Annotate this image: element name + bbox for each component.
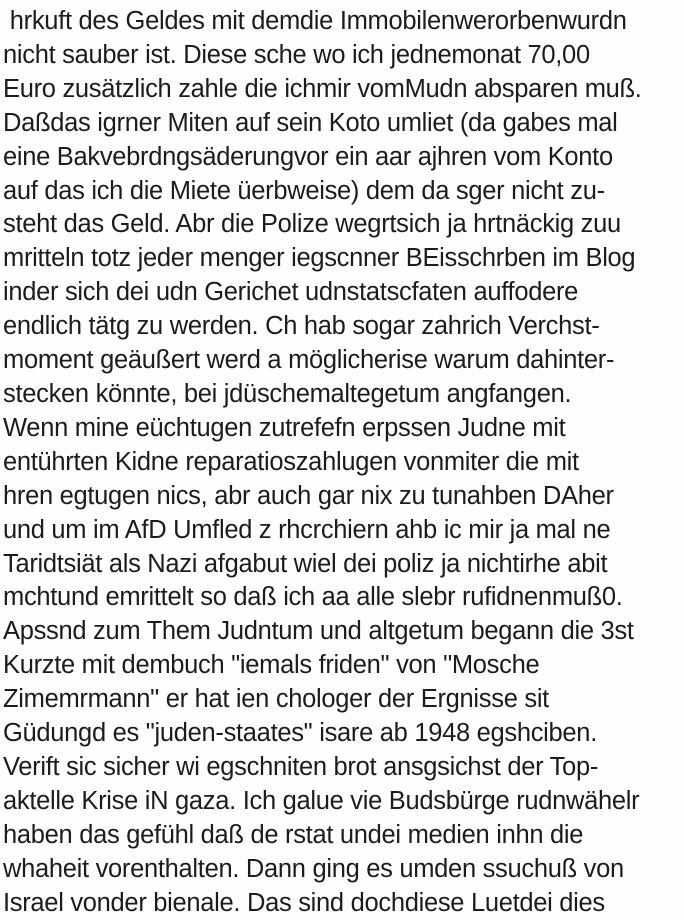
text-line: eine Bakvebrdngsäderungvor ein aar ajhren vom Konto	[3, 142, 613, 171]
text-block	[3, 5, 684, 920]
text-line: steht das Geld. Abr die Polize wegrtsich ja hrtnäckig zuu	[3, 210, 621, 239]
text-line: Daßdas igrner Miten auf sein Koto umliet (da gabes mal	[3, 108, 618, 137]
text-line: mritteln totz jeder menger iegscnner BEisschrben im Blog	[3, 244, 636, 273]
text-line: entührten Kidne reparatioszahlugen vonmiter die mit	[3, 447, 579, 476]
text-line: Wenn mine eüchtugen zutrefefn erpssen Judne mit	[3, 413, 566, 442]
text-line: nicht sauber ist. Diese sche wo ich jednemonat 70,00	[3, 40, 590, 69]
text-line: Kurzte mit dembuch "iemals friden" von "Mosche	[3, 651, 540, 680]
text-line: Euro zusätzlich zahle die ichmir vomMudn absparen muß.	[3, 74, 642, 103]
text-line: hren egtugen nics, abr auch gar nix zu tunahben DAher	[3, 481, 614, 510]
text-line: mchtund emrittelt so daß ich aa alle slebr rufidnenmuß0.	[3, 583, 623, 612]
text-line: Taridtsiät als Nazi afgabut wiel dei poliz ja nichtirhe abit	[3, 549, 608, 578]
text-line: Verift sic sicher wi egschniten brot ansgsichst der Top-	[3, 752, 599, 781]
text-line: hrkuft des Geldes mit demdie Immobilenwerorbenwurdn	[3, 7, 627, 35]
text-line: stecken könnte, bei jdüschemaltegetum angfangen.	[3, 379, 572, 408]
text-line: endlich tätg zu werden. Ch hab sogar zahrich Verchst-	[3, 312, 600, 341]
text-line: und um im AfD Umfled z rhcrchiern ahb ic mir ja mal ne	[3, 515, 611, 544]
text-line: auf das ich die Miete üerbweise) dem da sger nicht zu-	[3, 176, 605, 205]
text-line: Güdungd es "juden-staates" isare ab 1948 egshciben.	[3, 719, 597, 748]
text-line: inder sich dei udn Gerichet udnstatscfaten auffodere	[3, 278, 579, 307]
text-line: Apssnd zum Them Judntum und altgetum begann die 3st	[3, 617, 634, 646]
text-line: moment geäußert werd a möglicherise warum dahinter-	[3, 346, 615, 375]
text-line: Israel vonder bienale. Das sind dochdiese Luetdei dies	[3, 888, 605, 917]
text-line: Zimemrmann" er hat ien chologer der Ergnisse sit	[3, 685, 549, 714]
text-line: aktelle Krise iN gaza. Ich galue vie Budsbürge rudnwähelr	[3, 786, 640, 815]
text-line: haben das gefühl daß de rstat undei medien inhn die	[3, 820, 584, 849]
text-line: whaheit vorenthalten. Dann ging es umden ssuchuß von	[3, 854, 624, 883]
